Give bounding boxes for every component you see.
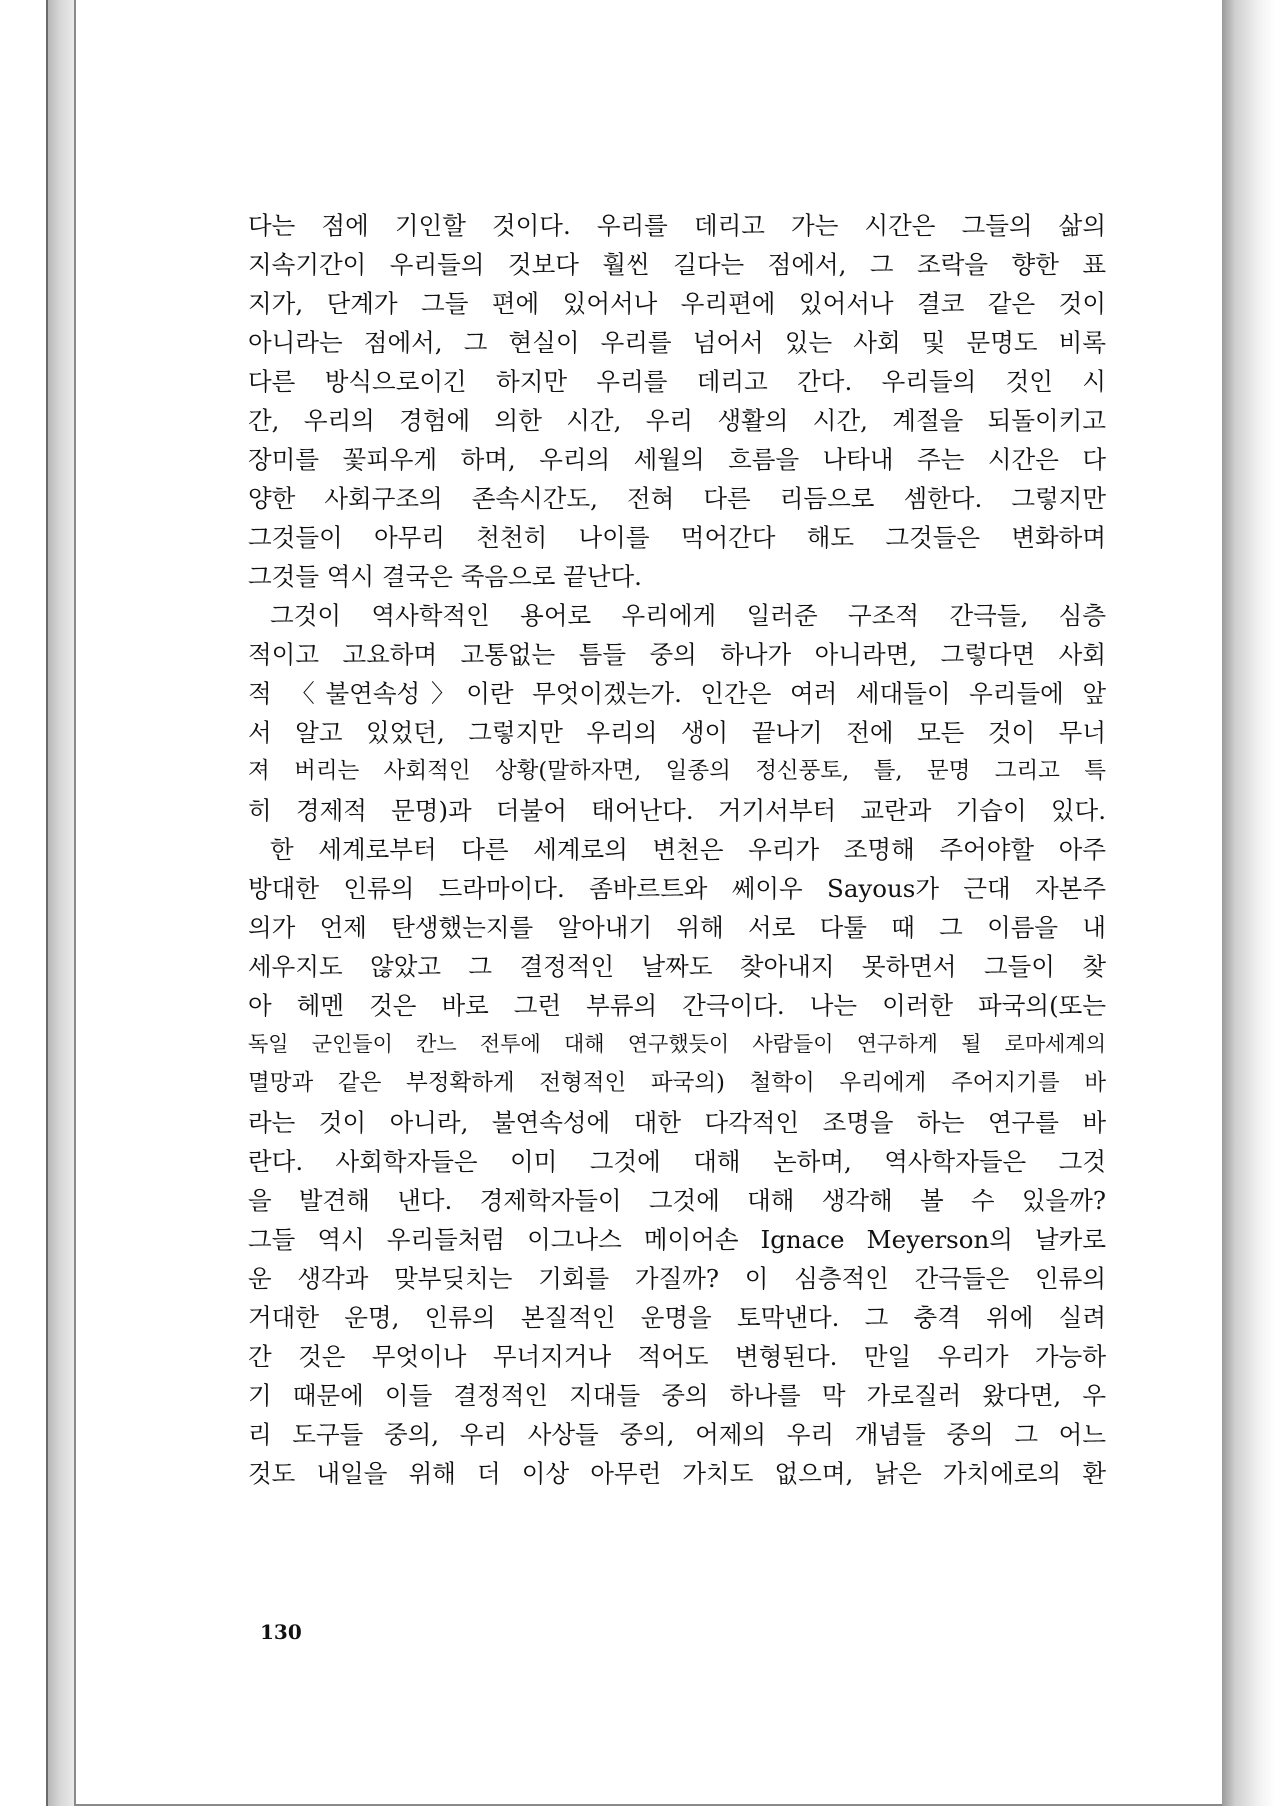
text-line: 다른 방식으로이긴 하지만 우리를 데리고 간다. 우리들의 것인 시 xyxy=(248,367,1106,396)
text-line: 방대한 인류의 드라마이다. 좀바르트와 쎄이우 Sayous가 근대 자본주 xyxy=(248,874,1106,903)
text-line: 적이고 고요하며 고통없는 틈들 중의 하나가 아니라면, 그렇다면 사회 xyxy=(248,640,1106,669)
text-line: 아 헤멘 것은 바로 그런 부류의 간극이다. 나는 이러한 파국의(또는 xyxy=(248,991,1106,1020)
text-line: 란다. 사회학자들은 이미 그것에 대해 논하며, 역사학자들은 그것 xyxy=(248,1147,1106,1176)
page-shadow xyxy=(1222,0,1275,1806)
text-line: 간 것은 무엇이나 무너지거나 적어도 변형된다. 만일 우리가 가능하 xyxy=(248,1342,1106,1371)
text-line: 간, 우리의 경험에 의한 시간, 우리 생활의 시간, 계절을 되돌이키고 xyxy=(248,406,1106,435)
text-line: 멸망과 같은 부정확하게 전형적인 파국의) 철학이 우리에게 주어지기를 바 xyxy=(248,1070,1106,1096)
book-page-edge xyxy=(46,0,76,1806)
text-line: 지가, 단계가 그들 편에 있어서나 우리편에 있어서나 결코 같은 것이 xyxy=(248,289,1106,318)
text-line: 서 알고 있었던, 그렇지만 우리의 생이 끝나기 전에 모든 것이 무너 xyxy=(248,718,1106,747)
text-line: 그것들이 아무리 천천히 나이를 먹어간다 해도 그것들은 변화하며 xyxy=(248,523,1106,552)
text-line: 독일 군인들이 칸느 전투에 대해 연구했듯이 사람들이 연구하게 될 로마세계의 xyxy=(248,1032,1106,1056)
text-line: 세우지도 않았고 그 결정적인 날짜도 찾아내지 못하면서 그들이 찾 xyxy=(248,952,1106,981)
text-line: 아니라는 점에서, 그 현실이 우리를 넘어서 있는 사회 및 문명도 비록 xyxy=(248,328,1106,357)
text-line: 리 도구들 중의, 우리 사상들 중의, 어제의 우리 개념들 중의 그 어느 xyxy=(248,1420,1106,1449)
text-line: 기 때문에 이들 결정적인 지대들 중의 하나를 막 가로질러 왔다면, 우 xyxy=(248,1381,1106,1410)
text-line: 그들 역시 우리들처럼 이그나스 메이어손 Ignace Meyerson의 날카로 xyxy=(248,1225,1106,1254)
text-line: 적 〈불연속성〉이란 무엇이겠는가. 인간은 여러 세대들이 우리들에 앞 xyxy=(248,679,1106,708)
text-line: 양한 사회구조의 존속시간도, 전혀 다른 리듬으로 셈한다. 그렇지만 xyxy=(248,484,1106,513)
text-line: 을 발견해 낸다. 경제학자들이 그것에 대해 생각해 볼 수 있을까? xyxy=(248,1186,1106,1215)
text-line: 그것들 역시 결국은 죽음으로 끝난다. xyxy=(248,562,642,591)
paragraph-start-line: 한 세계로부터 다른 세계로의 변천은 우리가 조명해 주어야할 아주 xyxy=(270,835,1106,864)
page-number: 130 xyxy=(260,1620,302,1644)
text-line: 장미를 꽃피우게 하며, 우리의 세월의 흐름을 나타내 주는 시간은 다 xyxy=(248,445,1106,474)
text-line: 라는 것이 아니라, 불연속성에 대한 다각적인 조명을 하는 연구를 바 xyxy=(248,1108,1106,1137)
text-line: 것도 내일을 위해 더 이상 아무런 가치도 없으며, 낡은 가치에로의 환 xyxy=(248,1459,1106,1488)
text-line: 져 버리는 사회적인 상황(말하자면, 일종의 정신풍토, 틀, 문명 그리고 특 xyxy=(248,758,1106,784)
text-line: 의가 언제 탄생했는지를 알아내기 위해 서로 다툴 때 그 이름을 내 xyxy=(248,913,1106,942)
text-line: 히 경제적 문명)과 더불어 태어난다. 거기서부터 교란과 기습이 있다. xyxy=(248,796,1106,825)
body-text xyxy=(248,206,1106,1493)
text-line: 운 생각과 맞부딪치는 기회를 가질까? 이 심층적인 간극들은 인류의 xyxy=(248,1264,1106,1293)
paragraph-start-line: 그것이 역사학적인 용어로 우리에게 일러준 구조적 간극들, 심층 xyxy=(270,601,1106,630)
text-line: 지속기간이 우리들의 것보다 훨씬 길다는 점에서, 그 조락을 향한 표 xyxy=(248,250,1106,279)
text-line: 다는 점에 기인할 것이다. 우리를 데리고 가는 시간은 그들의 삶의 xyxy=(248,211,1106,240)
text-line: 거대한 운명, 인류의 본질적인 운명을 토막낸다. 그 충격 위에 실려 xyxy=(248,1303,1106,1332)
